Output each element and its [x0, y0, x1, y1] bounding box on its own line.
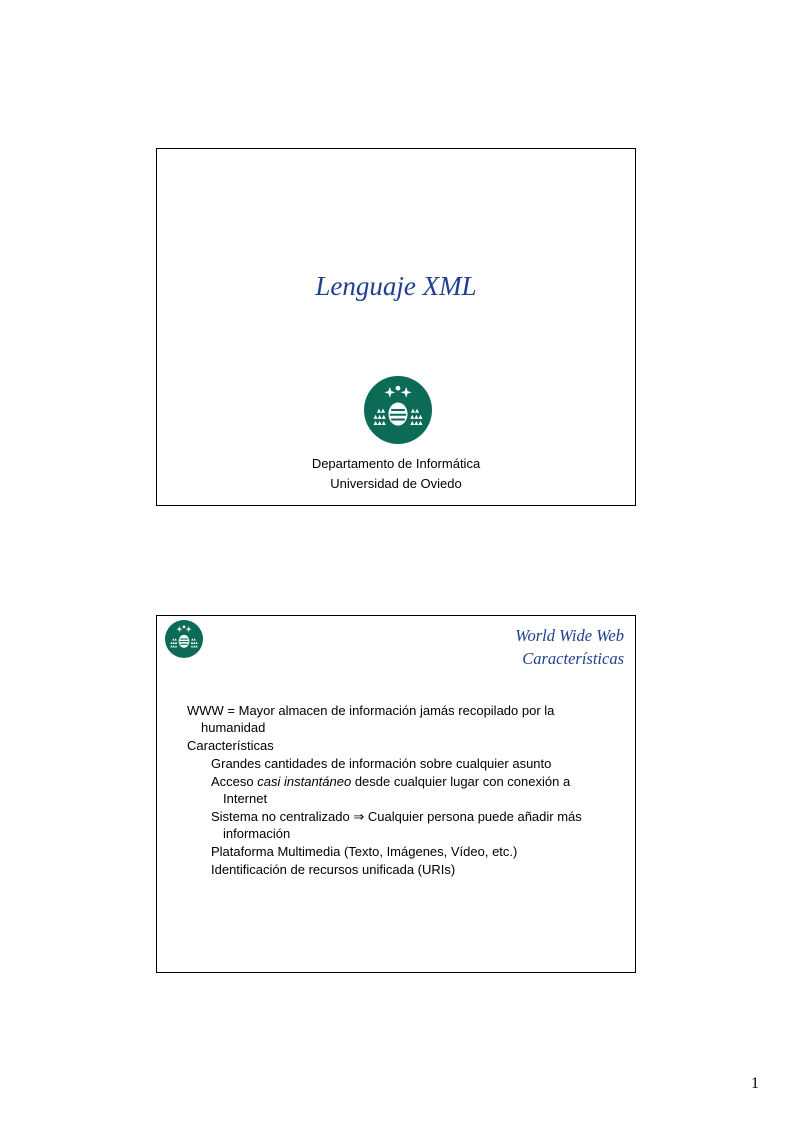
title-slide — [156, 148, 636, 506]
sub-bullet-cantidades: Grandes cantidades de información sobre cualquier asunto — [211, 756, 552, 771]
acceso-text-pre: Acceso — [211, 774, 258, 789]
acceso-emphasis: casi instantáneo — [257, 774, 352, 789]
sub-bullet-sistema: Sistema no centralizado ⇒ Cualquier persona puede añadir más información — [211, 809, 582, 841]
university-name: Universidad de Oviedo — [330, 476, 462, 491]
bullet-www: WWW = Mayor almacen de información jamás recopilado por la humanidad — [187, 703, 555, 735]
department-name: Departamento de Informática — [311, 456, 481, 471]
slide-title — [515, 624, 624, 670]
department-info — [157, 454, 635, 494]
content-slide — [156, 615, 636, 973]
acceso-text-post: desde cualquier lugar con conexión a Internet — [223, 774, 571, 806]
sub-bullet-acceso — [187, 773, 607, 807]
slide-title-line1: World Wide Web — [515, 626, 624, 645]
sub-bullet-multimedia: Plataforma Multimedia (Texto, Imágenes, Vídeo, etc.) — [211, 844, 518, 859]
university-seal-icon — [165, 620, 203, 658]
slide-content — [187, 702, 607, 879]
slide-title-line2: Características — [522, 649, 624, 668]
slide-title: Lenguaje XML — [315, 271, 477, 301]
sub-bullet-uris: Identificación de recursos unificada (URIs) — [211, 862, 456, 877]
bullet-caracteristicas: Características — [187, 738, 274, 753]
page-number: 1 — [751, 1075, 759, 1092]
university-seal-icon — [364, 376, 432, 444]
